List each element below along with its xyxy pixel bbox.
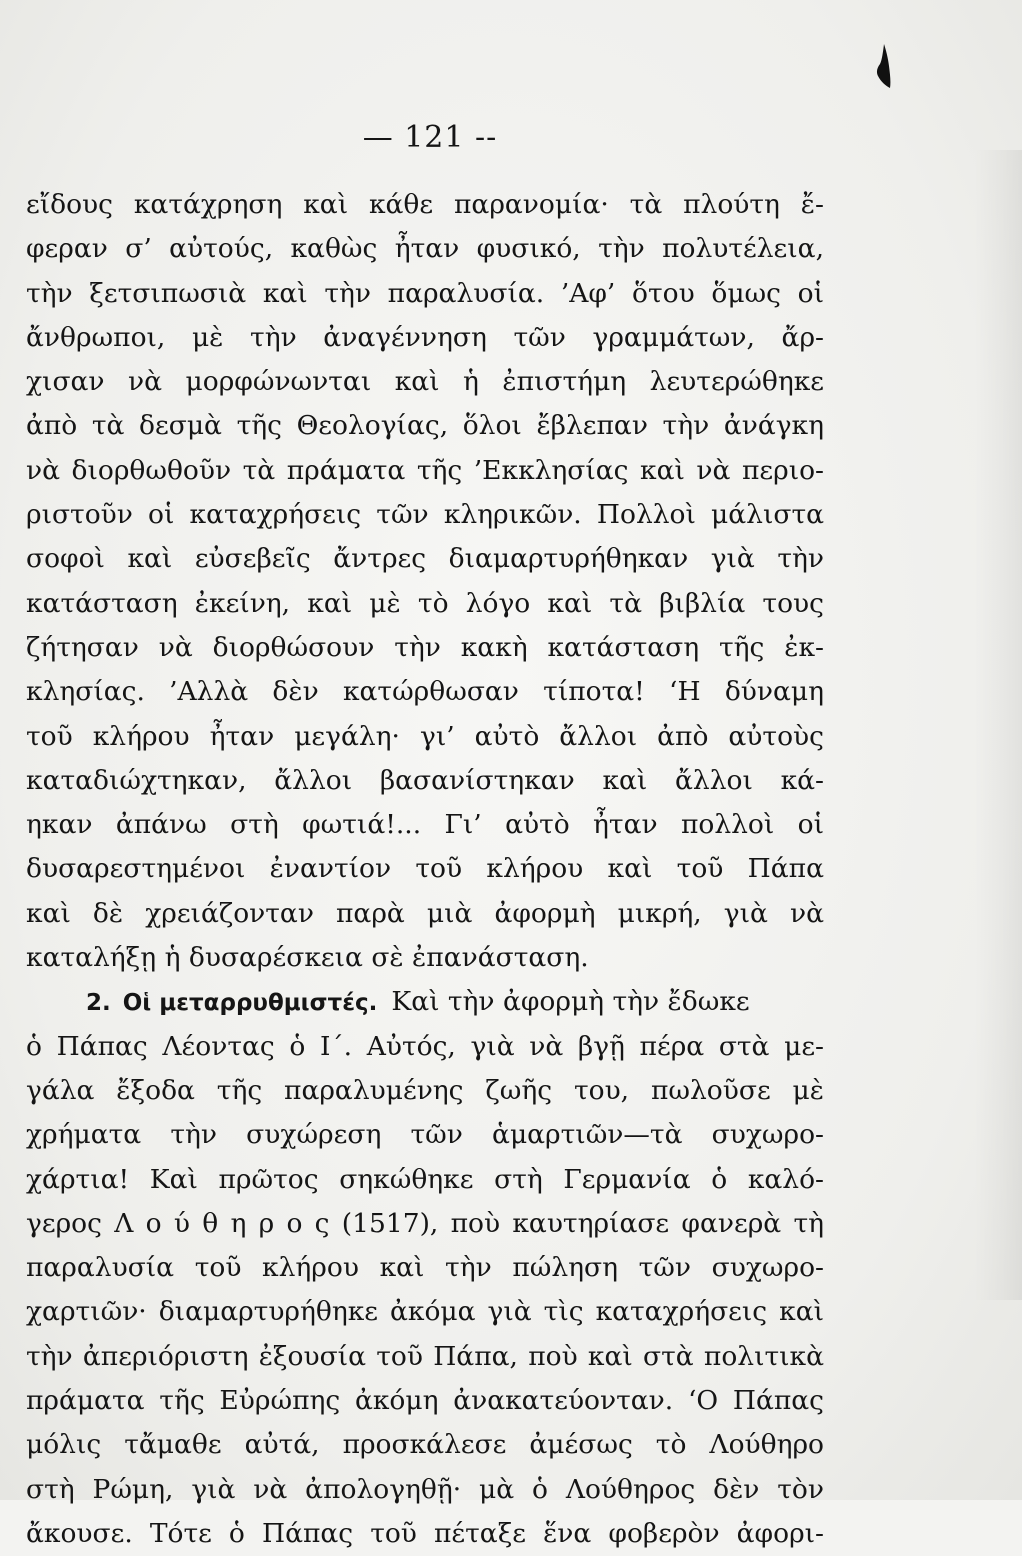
body-text [26, 183, 824, 1556]
text-line: γερος Λ ο ύ θ η ρ ο ς (1517), ποὺ καυτηρίασε φανερὰ τὴ [26, 1207, 824, 1239]
text-line: ριστοῦν οἱ καταχρήσεις τῶν κληρικῶν. Πολλοὶ μάλιστα [26, 499, 824, 531]
text-line: ἄκουσε. Τότε ὁ Πάπας τοῦ πέταξε ἕνα φοβερὸν ἀφορι- [26, 1517, 824, 1549]
text-line: τὴν ἀπεριόριστη ἐξουσία τοῦ Πάπα, ποὺ καὶ στὰ πολιτικὰ [26, 1340, 824, 1372]
text-line: εἴδους κατάχρηση καὶ κάθε παρανομία· τὰ πλούτη ἔ- [26, 189, 824, 220]
paragraph-1 [26, 183, 824, 980]
ink-blot-icon [872, 42, 892, 90]
text-line: καταδιώχτηκαν, ἄλλοι βασανίστηκαν καὶ ἄλλοι κά- [26, 764, 824, 796]
text-line: μόλις τἄμαθε αὐτά, προσκάλεσε ἀμέσως τὸ Λούθηρο [26, 1429, 824, 1461]
text-line: παραλυσία τοῦ κλήρου καὶ τὴν πώληση τῶν συχωρο- [26, 1252, 824, 1284]
text-line: σοφοὶ καὶ εὐσεβεῖς ἄντρες διαμαρτυρήθηκαν γιὰ τὴν [26, 543, 824, 575]
text-line: κλησίας. ’Αλλὰ δὲν κατώρθωσαν τίποτα! ‘Η δύναμη [26, 676, 824, 708]
text-line: χάρτια! Καὶ πρῶτος σηκώθηκε στὴ Γερμανία ὁ καλό- [26, 1163, 824, 1195]
text-line: ηκαν ἀπάνω στὴ φωτιά!... Γι’ αὐτὸ ἦταν πολλοὶ οἱ [26, 809, 824, 841]
text-line: ἄνθρωποι, μὲ τὴν ἀναγέννηση τῶν γραμμάτων, ἄρ- [26, 321, 824, 353]
text-line: δυσαρεστημένοι ἐναντίον τοῦ κλήρου καὶ τοῦ Πάπα [26, 853, 824, 885]
text-line: κατάσταση ἐκείνη, καὶ μὲ τὸ λόγο καὶ τὰ βιβλία τους [26, 587, 824, 619]
section-title: Οἱ μεταρρυθμιστές. [122, 990, 378, 1017]
text-line: πράματα τῆς Εὐρώπης ἀκόμη ἀνακατεύονταν. ‘Ο Πάπας [26, 1385, 824, 1417]
text-line: στὴ Ρώμη, γιὰ νὰ ἀπολογηθῇ· μὰ ὁ Λούθηρος δὲν τὸν [26, 1473, 824, 1505]
text-line: Καὶ τὴν ἀφορμὴ τὴν ἔδωκε [391, 986, 750, 1018]
section-heading [26, 980, 824, 1024]
text-line: ζήτησαν νὰ διορθώσουν τὴν κακὴ κατάσταση τῆς ἐκ- [26, 631, 824, 663]
paragraph-2 [26, 1025, 824, 1556]
section-number: 2. [86, 990, 111, 1017]
text-line: φεραν σ’ αὐτούς, καθὼς ἦταν φυσικό, τὴν πολυτέλεια, [26, 233, 824, 265]
text-line: χαρτιῶν· διαμαρτυρήθηκε ἀκόμα γιὰ τὶς καταχρήσεις καὶ [26, 1296, 824, 1328]
page-number: — 121 -- [362, 120, 498, 155]
text-line: χισαν νὰ μορφώνωνται καὶ ἡ ἐπιστήμη λευτερώθηκε [26, 366, 824, 398]
text-line: νὰ διορθωθοῦν τὰ πράματα τῆς ’Εκκλησίας καὶ νὰ περιο- [26, 454, 824, 486]
text-line: τοῦ κλήρου ἦταν μεγάλη· γι’ αὐτὸ ἄλλοι ἀπὸ αὐτοὺς [26, 720, 824, 752]
text-line: καὶ δὲ χρειάζονταν παρὰ μιὰ ἀφορμὴ μικρή, γιὰ νὰ [26, 897, 824, 929]
text-line: τὴν ξετσιπωσιὰ καὶ τὴν παραλυσία. ’Αφ’ ὅτου ὅμως οἱ [26, 277, 824, 309]
text-line: καταλήξῃ ἡ δυσαρέσκεια σὲ ἐπανάσταση. [26, 942, 589, 974]
text-line: γάλα ἔξοδα τῆς παραλυμένης ζωῆς του, πωλοῦσε μὲ [26, 1074, 824, 1106]
text-line: ὁ Πάπας Λέοντας ὁ Ι΄. Αὐτός, γιὰ νὰ βγῇ πέρα στὰ με- [26, 1030, 824, 1062]
page-edge-shadow [974, 150, 1022, 1300]
text-line: χρήματα τὴν συχώρεση τῶν ἁμαρτιῶν—τὰ συχωρο- [26, 1119, 824, 1151]
text-line: ἀπὸ τὰ δεσμὰ τῆς Θεολογίας, ὅλοι ἔβλεπαν τὴν ἀνάγκη [26, 410, 824, 442]
